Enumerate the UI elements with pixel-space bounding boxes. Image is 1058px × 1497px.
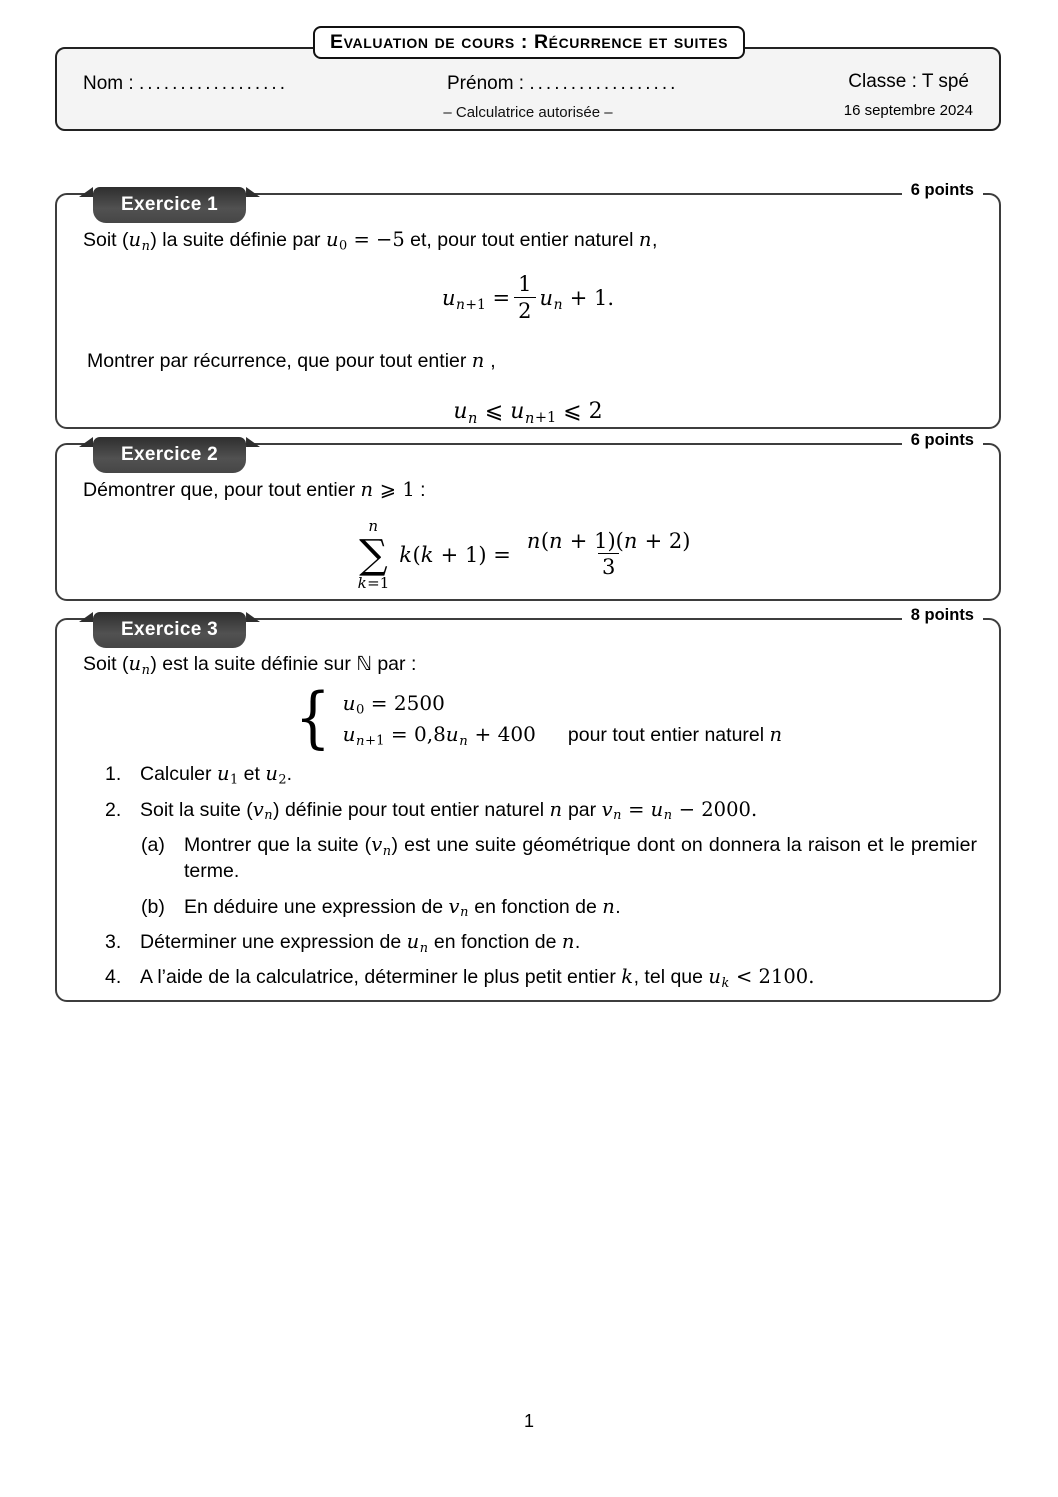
formula-left: $u_{n+1}$ = xyxy=(441,286,511,314)
question-2a-text: Montrer que la suite $(v_n)$ est une suite géométrique dont on donnera la raison et le premier terme. xyxy=(184,832,977,883)
question-4-number: 4. xyxy=(105,966,122,989)
exercise-box-1 xyxy=(55,181,1001,429)
question-2-text: Soit la suite $(v_n)$ définie pour tout entier naturel n par $v_n = u_n - 2000$. xyxy=(140,797,758,824)
exercise-box-3 xyxy=(55,606,1001,1002)
exercise-2-tab: Exercice 2 xyxy=(93,437,246,473)
student-info-box xyxy=(55,47,1001,131)
page-number: 1 xyxy=(523,1411,534,1431)
exercise-1-recurrence-formula xyxy=(57,273,999,324)
firstname-field xyxy=(447,73,678,95)
exercise-1-tab: Exercice 1 xyxy=(93,187,246,223)
sigma-icon: ∑ xyxy=(359,532,388,579)
class-label: Classe : T spé xyxy=(848,71,969,92)
question-2b-text: En déduire une expression de $v_n$ en fonction de n. xyxy=(184,894,621,921)
firstname-label: Prénom : xyxy=(447,73,525,94)
system-condition: pour tout entier naturel n xyxy=(567,723,783,747)
question-3-text: Déterminer une expression de $u_n$ en fonction de n. xyxy=(140,929,581,956)
sum-fraction xyxy=(523,530,695,581)
exercise-3-tab: Exercice 3 xyxy=(93,612,246,648)
system-lines xyxy=(342,691,783,750)
exercise-1-intro: Soit $(u_n)$ la suite définie par $u_0 = -5$ et, pour tout entier naturel n, xyxy=(83,228,658,254)
sigma-lower-limit: k=1 xyxy=(357,574,390,593)
calculator-note: – Calculatrice autorisée – xyxy=(443,104,613,121)
fraction-one-half xyxy=(514,273,535,324)
question-1-text: Calculer $u_1$ et $u_2$. xyxy=(140,762,292,788)
exercise-1-task: Montrer par récurrence, que pour tout entier n , xyxy=(87,349,496,373)
question-4-text: A l’aide de la calculatrice, déterminer le plus petit entier k, tel que $u_k < 2100$. xyxy=(140,965,815,991)
question-2 xyxy=(105,797,977,823)
question-3-number: 3. xyxy=(105,930,122,953)
question-2-number: 2. xyxy=(105,798,122,821)
name-label: Nom : xyxy=(83,73,134,94)
question-1-number: 1. xyxy=(105,763,122,786)
name-field xyxy=(83,73,288,95)
exercise-2-points-badge: 6 points xyxy=(902,431,983,450)
exercise-3-questions xyxy=(105,761,977,990)
sum-body: k(k + 1) = xyxy=(399,542,511,567)
formula-right: $u_n + 1$. xyxy=(539,286,615,314)
exercise-3-intro: Soit $(u_n)$ est la suite définie sur ℕ par : xyxy=(83,652,417,678)
system-line-1: $u_0 = 2500$ xyxy=(342,691,445,719)
exam-date: 16 septembre 2024 xyxy=(843,102,973,119)
question-2a-number: (a) xyxy=(141,833,165,856)
left-brace-icon: { xyxy=(295,680,331,758)
exercise-3-points-badge: 8 points xyxy=(902,606,983,625)
question-4 xyxy=(105,964,977,990)
question-1 xyxy=(105,761,977,787)
fraction-denominator: 2 xyxy=(514,297,535,324)
question-2a xyxy=(141,832,977,885)
question-2b-number: (b) xyxy=(141,895,165,918)
question-3 xyxy=(105,929,977,955)
system-line-2 xyxy=(342,722,783,750)
sum-fraction-numerator: n(n + 1)(n + 2) xyxy=(526,528,691,553)
fraction-numerator: 1 xyxy=(518,272,532,297)
exercise-1-points-badge: 6 points xyxy=(902,181,983,200)
question-2b xyxy=(141,894,977,920)
exercise-2-sum-formula xyxy=(57,517,999,593)
firstname-dots: .................. xyxy=(529,73,679,94)
exercise-3-system xyxy=(295,680,999,758)
sigma-with-limits xyxy=(358,517,390,593)
system-line-2-formula: $u_{n+1} = 0,8u_n + 400$ xyxy=(342,722,536,750)
exercise-2-intro: Démontrer que, pour tout entier n ⩾ 1 : xyxy=(83,478,426,501)
name-dots: .................. xyxy=(138,73,288,94)
sigma-upper-limit: n xyxy=(368,517,378,536)
exercise-box-2 xyxy=(55,431,1001,601)
exam-title: Evaluation de cours : Récurrence et suites xyxy=(313,26,745,59)
sum-fraction-denominator: 3 xyxy=(598,553,619,580)
exercise-1-inequality: $u_n$ ⩽ $u_{n+1}$ ⩽ 2 xyxy=(453,399,603,427)
